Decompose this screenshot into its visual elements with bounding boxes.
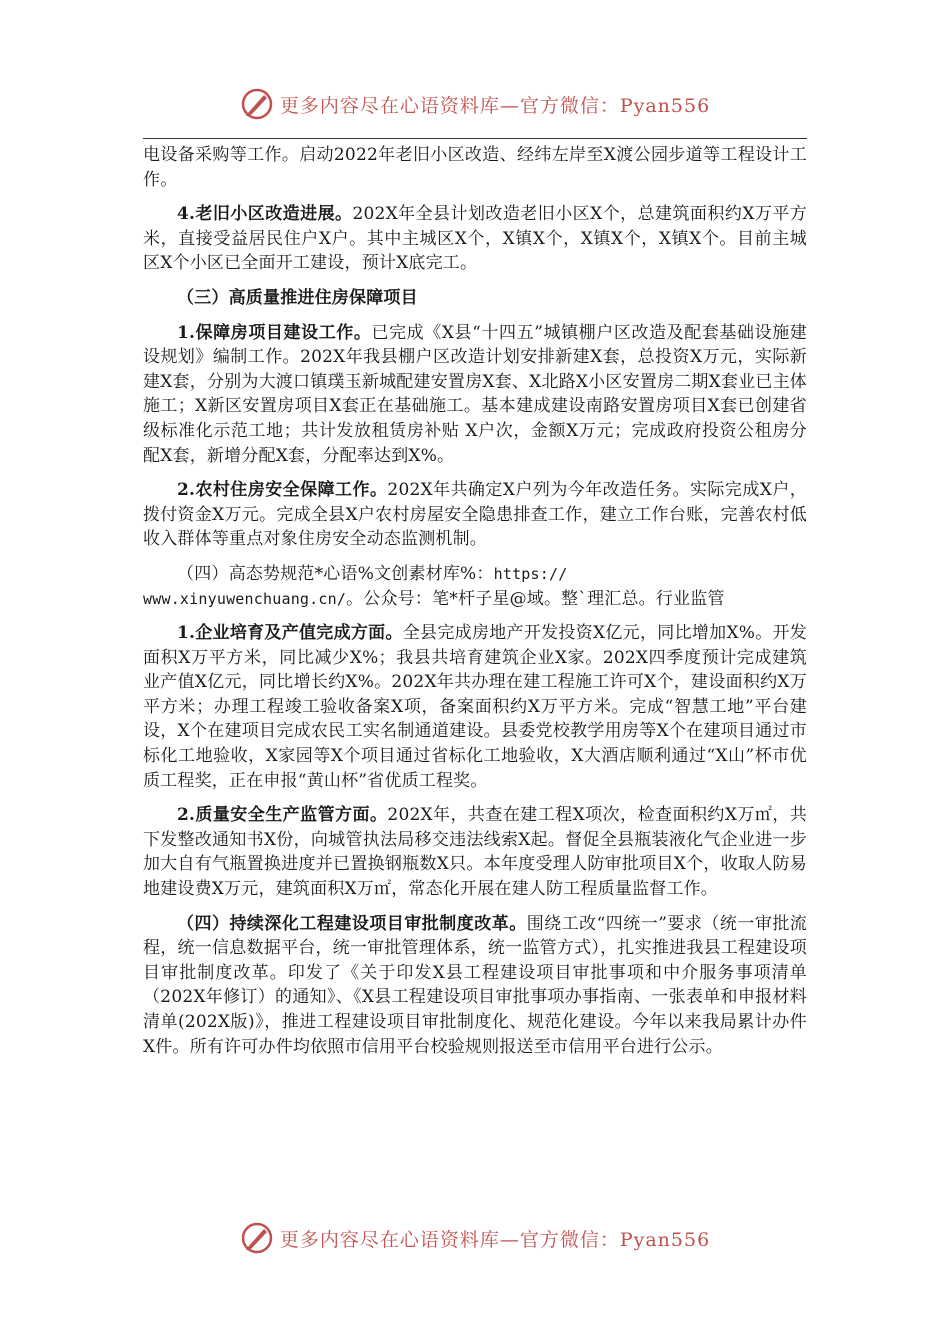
paragraph-old-community: 4.老旧小区改造进展。202X年全县计划改造老旧小区X个，总建筑面积约X万平方米，直接受益居民住户X户。其中主城区X个，X镇X个，X镇X个，X镇X个。目前主城区X个小区已全面开工建设，预计X底完工。 <box>143 204 808 274</box>
paragraph-heading: 1.保障房项目建设工作。 <box>177 322 372 343</box>
header-divider <box>143 138 807 139</box>
header-banner-text: 更多内容尽在心语资料库—官方微信：Pyan556 <box>279 94 711 117</box>
watermark-url-part1: https:// <box>493 564 568 583</box>
watermark-url-part2: www.xinyuwenchuang.cn/ <box>143 589 347 608</box>
footer-banner <box>0 1220 950 1256</box>
brush-pen-logo-icon <box>240 87 274 121</box>
section-heading-3: （三）高质量推进住房保障项目 <box>177 287 418 308</box>
paragraph-rural-housing: 2.农村住房安全保障工作。202X年共确定X户列为今年改造任务。实际完成X户，拨付资金X万元。完成全县X户农村房屋安全隐患排查工作，建立工作台账，完善农村低收入群体等重点对象住房安全动态监测机制。 <box>143 480 807 550</box>
paragraph-continuation: 电设备采购等工作。启动2022年老旧小区改造、经纬左岸至X渡公园步道等工程设计工作。 <box>143 145 807 190</box>
footer-banner-text: 更多内容尽在心语资料库—官方微信：Pyan556 <box>279 1228 711 1251</box>
paragraph-heading: 4.老旧小区改造进展。 <box>177 204 353 225</box>
brush-pen-logo-icon <box>240 1221 274 1255</box>
header-banner <box>0 86 950 122</box>
section-heading-4-watermarked: （四）高态势规范*心语%文创素材库%：https:// www.xinyuwenchuang.cn/。公众号：笔*杆子星@域。整`理汇总。行业监管 <box>143 563 725 609</box>
paragraph-housing-projects: 1.保障房项目建设工作。已完成《X县“十四五”城镇棚户区改造及配套基础设施建设规划》编制工作。202X年我县棚户区改造计划安排新建X套，总投资X万元，实际新建X套，分别为大渡口镇璞玉新城配建安置房X套、X北路X小区安置房二期X套业已主体施工；X新区安置房项目X套正在基础施工。基本建成建设南路安置房项目X套已创建省级标准化示范工地；共计发放租赁房补贴 X户次，金额X万元；完成政府投资公租房分配X套，新增分配X套，分配率达到X%。 <box>143 322 807 466</box>
paragraph-approval-reform: （四）持续深化工程建设项目审批制度改革。围绕工改“四统一”要求（统一审批流程，统一信息数据平台，统一审批管理体系，统一监管方式），扎实推进我县工程建设项目审批制度改革。印发了《关于印发X县工程建设项目审批事项和中介服务事项清单（202X年修订）的通知》、《X县工程建设项目审批事项办事指南、一张表单和申报材料清单(202X版)》，推进工程建设项目审批制度化、规范化建设。今年以来我局累计办件X件。所有许可办件均依照市信用平台校验规则报送至市信用平台进行公示。 <box>143 913 808 1057</box>
paragraph-enterprise: 1.企业培育及产值完成方面。全县完成房地产开发投资X亿元，同比增加X%。开发面积X万平方米，同比减少X%；我县共培育建筑企业X家。202X四季度预计完成建筑业产值X亿元，同比增长约X%。202X年共办理在建工程施工许可X个，建设面积约X万平方米；办理工程竣工验收备案X项，备案面积约X万平方米。完成“智慧工地”平台建设，X个在建项目完成农民工实名制通道建设。县委党校教学用房等X个在建项目通过市标化工地验收，X家园等X个项目通过省标化工地验收，X大酒店顺利通过“X山”杯市优质工程奖，正在申报“黄山杯”省优质工程奖。 <box>143 623 807 791</box>
document-body <box>143 143 807 1069</box>
paragraph-heading: 2.农村住房安全保障工作。 <box>177 480 388 501</box>
paragraph-heading: 1.企业培育及产值完成方面。 <box>177 623 403 644</box>
paragraph-safety: 2.质量安全生产监管方面。202X年，共查在建工程X项次，检查面积约X万㎡，共下发整改通知书X份，向城管执法局移交违法线索X起。督促全县瓶装液化气企业进一步加大自有气瓶置换进度并已置换钢瓶数X只。本年度受理人防审批项目X个，收取人防易地建设费X万元，建筑面积X万㎡，常态化开展在建人防工程质量监督工作。 <box>143 805 807 900</box>
paragraph-heading: （四）持续深化工程建设项目审批制度改革。 <box>177 913 527 934</box>
paragraph-heading: 2.质量安全生产监管方面。 <box>177 805 388 826</box>
